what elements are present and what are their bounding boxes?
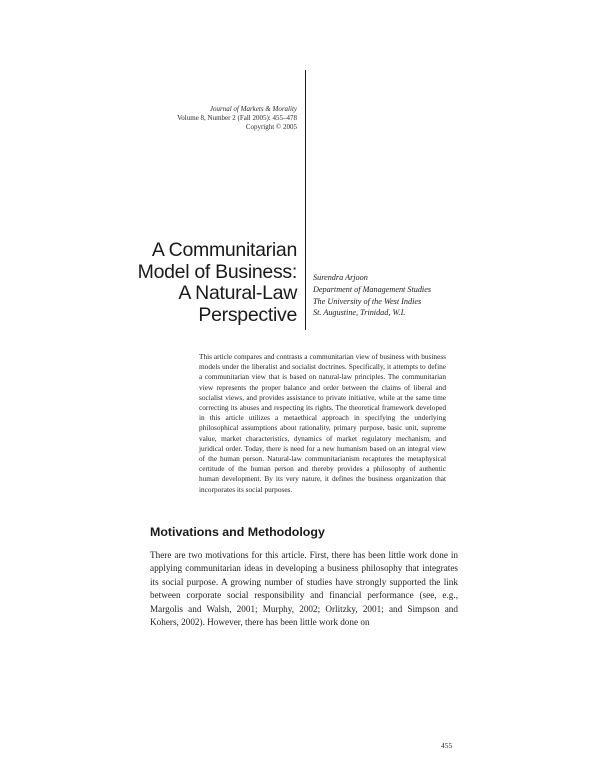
author-name: Surendra Arjoon: [313, 273, 368, 282]
journal-name: Journal of Markets & Morality: [209, 105, 297, 113]
section-heading: Motivations and Methodology: [150, 525, 325, 539]
title-line: A Natural-Law: [178, 282, 297, 304]
journal-volume: Volume 8, Number 2 (Fall 2005): 455–478: [177, 114, 297, 122]
body-paragraph: There are two motivations for this article. First, there has been little work done in applying communitarian ideas in developing a business philosophy that integrates its social purpose. A growing number of studies have strongly supported the link between corporate social responsibility and financial performance (see, e.g., Margolis and Walsh, 2001; Murphy, 2002; Orlitzky, 2001; and Simpson and Kohers, 2002). However, there has been little work done on: [150, 550, 458, 628]
article-title: [138, 240, 297, 326]
page-number: 455: [441, 741, 453, 750]
title-line: Model of Business:: [137, 260, 297, 283]
author-department: Department of Management Studies: [313, 284, 432, 294]
vertical-rule: [305, 70, 306, 330]
title-line: Perspective: [198, 303, 297, 326]
author-location: St. Augustine, Trinidad, W.I.: [313, 308, 406, 318]
author-university: The University of the West Indies: [313, 296, 422, 306]
journal-info: [177, 105, 297, 132]
author-block: [313, 272, 431, 319]
title-line: A Communitarian: [151, 239, 297, 261]
journal-copyright: Copyright © 2005: [245, 123, 297, 131]
abstract: This article compares and contrasts a communitarian view of business with business models under the liberalist and socialist doctrines. Specifically, it attempts to define a communitarian view that is based on natural-law principles. The communitarian view represents the proper balance and order between the claims of liberal and socialist views, and provides assistance to private initiative, while at the same time correcting its abuses and respecting its rights. The theoretical framework developed in this article utilizes a metaethical approach in specifying the underlying philosophical assumptions about rationality, primary purpose, basic unit, supreme value, market characteristics, dynamics of market regulatory mechanism, and juridical order. Today, there is need for a new humanism based on an integral view of the human person. Natural-law communitarianism recaptures the metaphysical certitude of the human person and thereby provides a philosophy of authentic human development. By its very nature, it defines the business organization that incorporates its social purposes.: [199, 352, 446, 494]
